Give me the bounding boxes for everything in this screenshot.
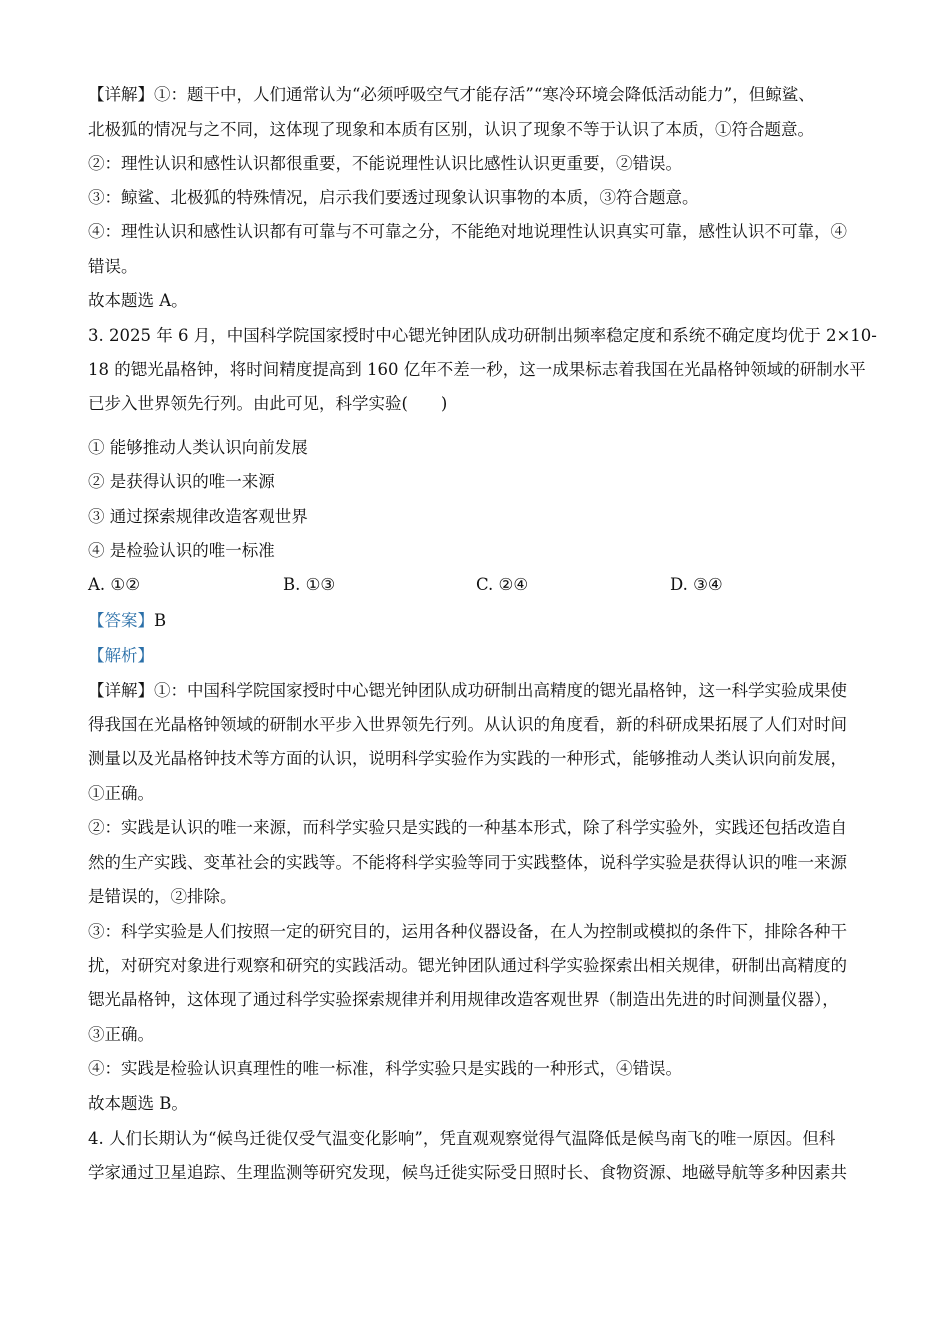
text-line: ④：理性认识和感性认识都有可靠与不可靠之分，不能绝对地说理性认识真实可靠，感性认识不可靠，④ [88, 222, 847, 241]
question-3-stem: 3. 2025 年 6 月，中国科学院国家授时中心锶光钟团队成功研制出频率稳定度和系统不确定度均优于 2×10- [88, 326, 877, 345]
statement-4: ④ 是检验认识的唯一标准 [88, 541, 275, 560]
text-line: ③：鲸鲨、北极狐的特殊情况，启示我们要透过现象认识事物的本质，③符合题意。 [88, 188, 699, 207]
text-line: 【详解】①：题干中，人们通常认为“必须呼吸空气才能存活”“寒冷环境会降低活动能力”，但鲸鲨、 [88, 85, 815, 104]
statement-1: ① 能够推动人类认识向前发展 [88, 438, 308, 457]
detail-line: 扰，对研究对象进行观察和研究的实践活动。锶光钟团队通过科学实验探索出相关规律，研制出高精度的 [88, 956, 847, 975]
question-3-stem: 18 的锶光晶格钟，将时间精度提高到 160 亿年不差一秒，这一成果标志着我国在光晶格钟领域的研制水平 [88, 360, 866, 379]
statement-3: ③ 通过探索规律改造客观世界 [88, 507, 308, 526]
question-4-stem: 4. 人们长期认为“候鸟迁徙仅受气温变化影响”，凭直观观察觉得气温降低是候鸟南飞的唯一原因。但科 [88, 1129, 836, 1148]
detail-line: 测量以及光晶格钟技术等方面的认识，说明科学实验作为实践的一种形式，能够推动人类认识向前发展， [88, 749, 847, 768]
choice-a: A. ①② [88, 575, 140, 594]
answer-value: B [154, 611, 167, 630]
choice-c: C. ②④ [476, 575, 529, 594]
detail-line: 然的生产实践、变革社会的实践等。不能将科学实验等同于实践整体，说科学实验是获得认识的唯一来源 [88, 853, 847, 872]
detail-line: 是错误的，②排除。 [88, 887, 237, 906]
text-line: 北极狐的情况与之不同，这体现了现象和本质有区别，认识了现象不等于认识了本质，①符合题意。 [88, 120, 814, 139]
question-3-stem: 已步入世界领先行列。由此可见，科学实验( ) [88, 394, 448, 413]
detail-line: ①正确。 [88, 784, 154, 803]
text-line: ②：理性认识和感性认识都很重要，不能说理性认识比感性认识更重要，②错误。 [88, 154, 682, 173]
question-4-stem: 学家通过卫星追踪、生理监测等研究发现，候鸟迁徙实际受日照时长、食物资源、地磁导航等多种因素共 [88, 1163, 847, 1182]
answer-tag: 【答案】 [88, 611, 154, 630]
detail-line: 得我国在光晶格钟领域的研制水平步入世界领先行列。从认识的角度看，新的科研成果拓展了人们对时间 [88, 715, 847, 734]
detail-line: ②：实践是认识的唯一来源，而科学实验只是实践的一种基本形式，除了科学实验外，实践还包括改造自 [88, 818, 847, 837]
detail-line: 锶光晶格钟，这体现了通过科学实验探索规律并利用规律改造客观世界（制造出先进的时间测量仪器）， [88, 990, 839, 1009]
choice-b: B. ①③ [283, 575, 336, 594]
answer-line [88, 610, 868, 632]
text-line: 错误。 [88, 257, 138, 276]
analysis-tag: 【解析】 [88, 646, 154, 665]
detail-line: 【详解】①：中国科学院国家授时中心锶光钟团队成功研制出高精度的锶光晶格钟，这一科学实验成果使 [88, 681, 847, 700]
text-line: 故本题选 A。 [88, 291, 188, 310]
detail-line: ③正确。 [88, 1025, 154, 1044]
answer-choices [88, 575, 868, 597]
detail-line: 故本题选 B。 [88, 1094, 188, 1113]
detail-line: ④：实践是检验认识真理性的唯一标准，科学实验只是实践的一种形式，④错误。 [88, 1059, 682, 1078]
statement-2: ② 是获得认识的唯一来源 [88, 472, 275, 491]
detail-line: ③：科学实验是人们按照一定的研究目的，运用各种仪器设备，在人为控制或模拟的条件下，排除各种干 [88, 922, 847, 941]
choice-d: D. ③④ [670, 575, 723, 594]
